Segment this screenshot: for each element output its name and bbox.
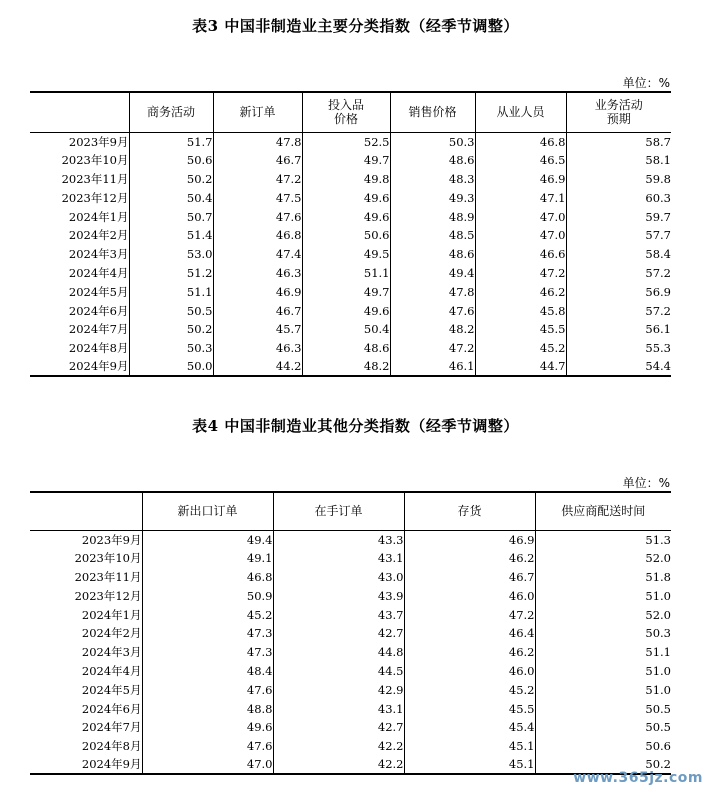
table-cell: 50.6 [535, 737, 671, 756]
table4-body [30, 530, 671, 774]
table-row [30, 264, 671, 283]
table-cell: 56.1 [566, 320, 671, 339]
table-cell: 46.9 [475, 170, 566, 189]
table-cell: 50.7 [129, 207, 213, 226]
table-cell: 51.4 [129, 226, 213, 245]
table3-column-header [475, 92, 566, 132]
row-label: 2024年6月 [68, 303, 129, 318]
table-row [30, 662, 671, 681]
table-cell: 45.4 [404, 718, 535, 737]
table-cell: 42.7 [273, 718, 404, 737]
table-cell: 48.5 [390, 226, 475, 245]
table-cell: 49.6 [302, 301, 390, 320]
table-cell: 51.2 [129, 264, 213, 283]
table-cell: 47.3 [142, 624, 273, 643]
table3-body [30, 132, 671, 376]
table4-column-header [142, 492, 273, 530]
table-cell: 47.3 [142, 643, 273, 662]
table4-column-header [273, 492, 404, 530]
table-cell: 44.5 [273, 662, 404, 681]
table-cell: 50.2 [535, 756, 671, 775]
row-label: 2024年1月 [81, 607, 142, 622]
table-cell: 47.6 [142, 680, 273, 699]
table-cell: 46.9 [404, 530, 535, 549]
table-row [30, 188, 671, 207]
table-cell: 46.3 [213, 264, 302, 283]
table-cell: 51.1 [302, 264, 390, 283]
table-cell: 50.0 [129, 358, 213, 377]
row-label: 2024年4月 [81, 663, 142, 678]
table3-column-header [302, 92, 390, 132]
table-cell: 49.3 [390, 188, 475, 207]
table-row [30, 358, 671, 377]
table-cell: 59.8 [566, 170, 671, 189]
table4-column-header-text: 新出口订单 [177, 504, 238, 519]
table-cell: 43.1 [273, 549, 404, 568]
table-cell: 46.2 [404, 549, 535, 568]
table-cell: 48.2 [302, 358, 390, 377]
table4-header-row [30, 492, 671, 530]
table3-column-header-text: 从业人员 [496, 105, 545, 120]
table-cell: 48.6 [390, 245, 475, 264]
table-cell: 48.4 [142, 662, 273, 681]
table-cell: 50.3 [535, 624, 671, 643]
table-cell: 47.6 [390, 301, 475, 320]
table-cell: 46.8 [475, 132, 566, 151]
table4-header-corner [30, 492, 142, 530]
table-row [30, 170, 671, 189]
table-cell: 47.0 [142, 756, 273, 775]
row-label: 2024年5月 [68, 284, 129, 299]
table-cell: 44.8 [273, 643, 404, 662]
table-cell: 49.7 [302, 151, 390, 170]
row-label: 2024年9月 [81, 757, 142, 772]
table-row [30, 737, 671, 756]
table-cell: 46.4 [404, 624, 535, 643]
table3-column-header [213, 92, 302, 132]
table-cell: 60.3 [566, 188, 671, 207]
table3-title: 表3 中国非制造业主要分类指数（经季节调整） [192, 17, 519, 35]
table-cell: 50.3 [129, 339, 213, 358]
table4 [30, 491, 671, 775]
table-cell: 45.1 [404, 756, 535, 775]
table-cell: 48.2 [390, 320, 475, 339]
table-cell: 53.0 [129, 245, 213, 264]
table-cell: 42.2 [273, 737, 404, 756]
table-cell: 50.3 [390, 132, 475, 151]
table-cell: 56.9 [566, 282, 671, 301]
table-row [30, 207, 671, 226]
table3-header-corner [30, 92, 129, 132]
row-label: 2023年9月 [81, 532, 142, 547]
table-cell: 45.5 [475, 320, 566, 339]
table-cell: 46.7 [213, 301, 302, 320]
table-cell: 47.1 [475, 188, 566, 207]
table-cell: 51.0 [535, 586, 671, 605]
table-row [30, 568, 671, 587]
table-cell: 42.9 [273, 680, 404, 699]
table-cell: 46.8 [142, 568, 273, 587]
table-cell: 54.4 [566, 358, 671, 377]
row-label: 2023年9月 [68, 134, 129, 149]
table-cell: 46.1 [390, 358, 475, 377]
table-row [30, 282, 671, 301]
table-cell: 43.0 [273, 568, 404, 587]
table3-header-row [30, 92, 671, 132]
table-cell: 58.1 [566, 151, 671, 170]
table-cell: 46.0 [404, 586, 535, 605]
table-cell: 59.7 [566, 207, 671, 226]
table-cell: 43.9 [273, 586, 404, 605]
table-cell: 51.7 [129, 132, 213, 151]
table-cell: 48.9 [390, 207, 475, 226]
table3-column-header [566, 92, 671, 132]
row-label: 2023年10月 [74, 551, 142, 566]
table-cell: 46.0 [404, 662, 535, 681]
table-cell: 47.8 [213, 132, 302, 151]
table-cell: 47.8 [390, 282, 475, 301]
table-cell: 51.3 [535, 530, 671, 549]
table-cell: 46.7 [404, 568, 535, 587]
table-cell: 52.0 [535, 605, 671, 624]
table-cell: 47.2 [390, 339, 475, 358]
table-cell: 46.2 [404, 643, 535, 662]
table-cell: 51.1 [535, 643, 671, 662]
table-row [30, 132, 671, 151]
row-label: 2023年11月 [61, 171, 129, 186]
row-label: 2023年10月 [61, 153, 129, 168]
table-cell: 47.4 [213, 245, 302, 264]
table-cell: 49.1 [142, 549, 273, 568]
table3-column-header-text: 投入品 [327, 98, 364, 113]
table-cell: 57.2 [566, 264, 671, 283]
table-cell: 49.5 [302, 245, 390, 264]
table-row [30, 339, 671, 358]
table-cell: 48.6 [302, 339, 390, 358]
table4-unit-label: 单位：% [622, 476, 670, 490]
table-cell: 46.3 [213, 339, 302, 358]
table-cell: 45.2 [142, 605, 273, 624]
table-cell: 58.4 [566, 245, 671, 264]
table-cell: 50.2 [129, 320, 213, 339]
table-cell: 52.5 [302, 132, 390, 151]
row-label: 2023年12月 [74, 588, 142, 603]
table3-column-header [390, 92, 475, 132]
table4-column-header-text: 存货 [457, 504, 482, 519]
table3-column-header-text: 价格 [333, 112, 358, 127]
table-cell: 58.7 [566, 132, 671, 151]
table-cell: 52.0 [535, 549, 671, 568]
row-label: 2023年11月 [74, 569, 142, 584]
table3-column-header-text: 销售价格 [408, 105, 457, 120]
table-cell: 46.8 [213, 226, 302, 245]
table3 [30, 91, 671, 377]
table-row [30, 699, 671, 718]
row-label: 2024年4月 [68, 265, 129, 280]
table-cell: 49.6 [142, 718, 273, 737]
table-cell: 55.3 [566, 339, 671, 358]
row-label: 2024年7月 [68, 322, 129, 337]
table3-column-header-text: 商务活动 [146, 105, 195, 120]
table-cell: 42.7 [273, 624, 404, 643]
table-row [30, 549, 671, 568]
table-cell: 47.2 [213, 170, 302, 189]
table-cell: 51.8 [535, 568, 671, 587]
row-label: 2024年5月 [81, 682, 142, 697]
table-cell: 49.4 [142, 530, 273, 549]
table-cell: 47.2 [475, 264, 566, 283]
table-cell: 46.2 [475, 282, 566, 301]
table-row [30, 151, 671, 170]
table-cell: 46.7 [213, 151, 302, 170]
table-row [30, 245, 671, 264]
table-cell: 50.4 [129, 188, 213, 207]
table-row [30, 718, 671, 737]
table-cell: 49.7 [302, 282, 390, 301]
table-cell: 45.7 [213, 320, 302, 339]
table4-column-header [404, 492, 535, 530]
table-cell: 47.6 [142, 737, 273, 756]
row-label: 2024年9月 [68, 359, 129, 374]
table-cell: 50.5 [129, 301, 213, 320]
table3-unit-label: 单位：% [622, 76, 670, 90]
table-cell: 43.1 [273, 699, 404, 718]
table-cell: 49.8 [302, 170, 390, 189]
row-label: 2024年8月 [68, 341, 129, 356]
table-cell: 57.7 [566, 226, 671, 245]
table-cell: 50.6 [129, 151, 213, 170]
table3-column-header [129, 92, 213, 132]
table-cell: 46.9 [213, 282, 302, 301]
table-cell: 51.0 [535, 680, 671, 699]
table-cell: 49.6 [302, 188, 390, 207]
table-cell: 45.8 [475, 301, 566, 320]
table-cell: 45.5 [404, 699, 535, 718]
table-cell: 47.2 [404, 605, 535, 624]
table-cell: 47.0 [475, 226, 566, 245]
row-label: 2024年7月 [81, 720, 142, 735]
table-cell: 48.8 [142, 699, 273, 718]
table-cell: 50.5 [535, 699, 671, 718]
table-cell: 51.1 [129, 282, 213, 301]
table-cell: 46.5 [475, 151, 566, 170]
table-cell: 43.7 [273, 605, 404, 624]
table-cell: 42.2 [273, 756, 404, 775]
table-cell: 50.9 [142, 586, 273, 605]
table4-column-header [535, 492, 671, 530]
table-cell: 44.7 [475, 358, 566, 377]
table4-column-header-text: 供应商配送时间 [561, 504, 646, 519]
table-cell: 50.2 [129, 170, 213, 189]
table-cell: 48.3 [390, 170, 475, 189]
table-cell: 48.6 [390, 151, 475, 170]
table-cell: 45.2 [404, 680, 535, 699]
table-cell: 50.4 [302, 320, 390, 339]
table4-column-header-text: 在手订单 [314, 504, 363, 519]
table-row [30, 605, 671, 624]
row-label: 2024年2月 [68, 228, 129, 243]
row-label: 2023年12月 [61, 190, 129, 205]
table-row [30, 226, 671, 245]
row-label: 2024年8月 [81, 739, 142, 754]
table-cell: 47.6 [213, 207, 302, 226]
table-cell: 51.0 [535, 662, 671, 681]
row-label: 2024年1月 [68, 209, 129, 224]
table-cell: 57.2 [566, 301, 671, 320]
table-row [30, 624, 671, 643]
table-row [30, 680, 671, 699]
watermark-text: www.365jz.com [573, 770, 703, 786]
row-label: 2024年6月 [81, 701, 142, 716]
table-cell: 49.4 [390, 264, 475, 283]
table3-column-header-text: 业务活动 [594, 98, 643, 113]
table-cell: 45.1 [404, 737, 535, 756]
table4-title: 表4 中国非制造业其他分类指数（经季节调整） [192, 417, 519, 435]
table-cell: 47.5 [213, 188, 302, 207]
table-cell: 46.6 [475, 245, 566, 264]
table-row [30, 643, 671, 662]
table-cell: 44.2 [213, 358, 302, 377]
table-row [30, 301, 671, 320]
table3-column-header-text: 预期 [606, 112, 631, 127]
row-label: 2024年3月 [68, 247, 129, 262]
table-cell: 50.5 [535, 718, 671, 737]
table-cell: 45.2 [475, 339, 566, 358]
table-cell: 50.6 [302, 226, 390, 245]
table-cell: 49.6 [302, 207, 390, 226]
table-row [30, 320, 671, 339]
row-label: 2024年3月 [81, 645, 142, 660]
table3-column-header-text: 新订单 [239, 105, 276, 120]
table-cell: 47.0 [475, 207, 566, 226]
table-row [30, 586, 671, 605]
table-row [30, 530, 671, 549]
row-label: 2024年2月 [81, 626, 142, 641]
table-cell: 43.3 [273, 530, 404, 549]
